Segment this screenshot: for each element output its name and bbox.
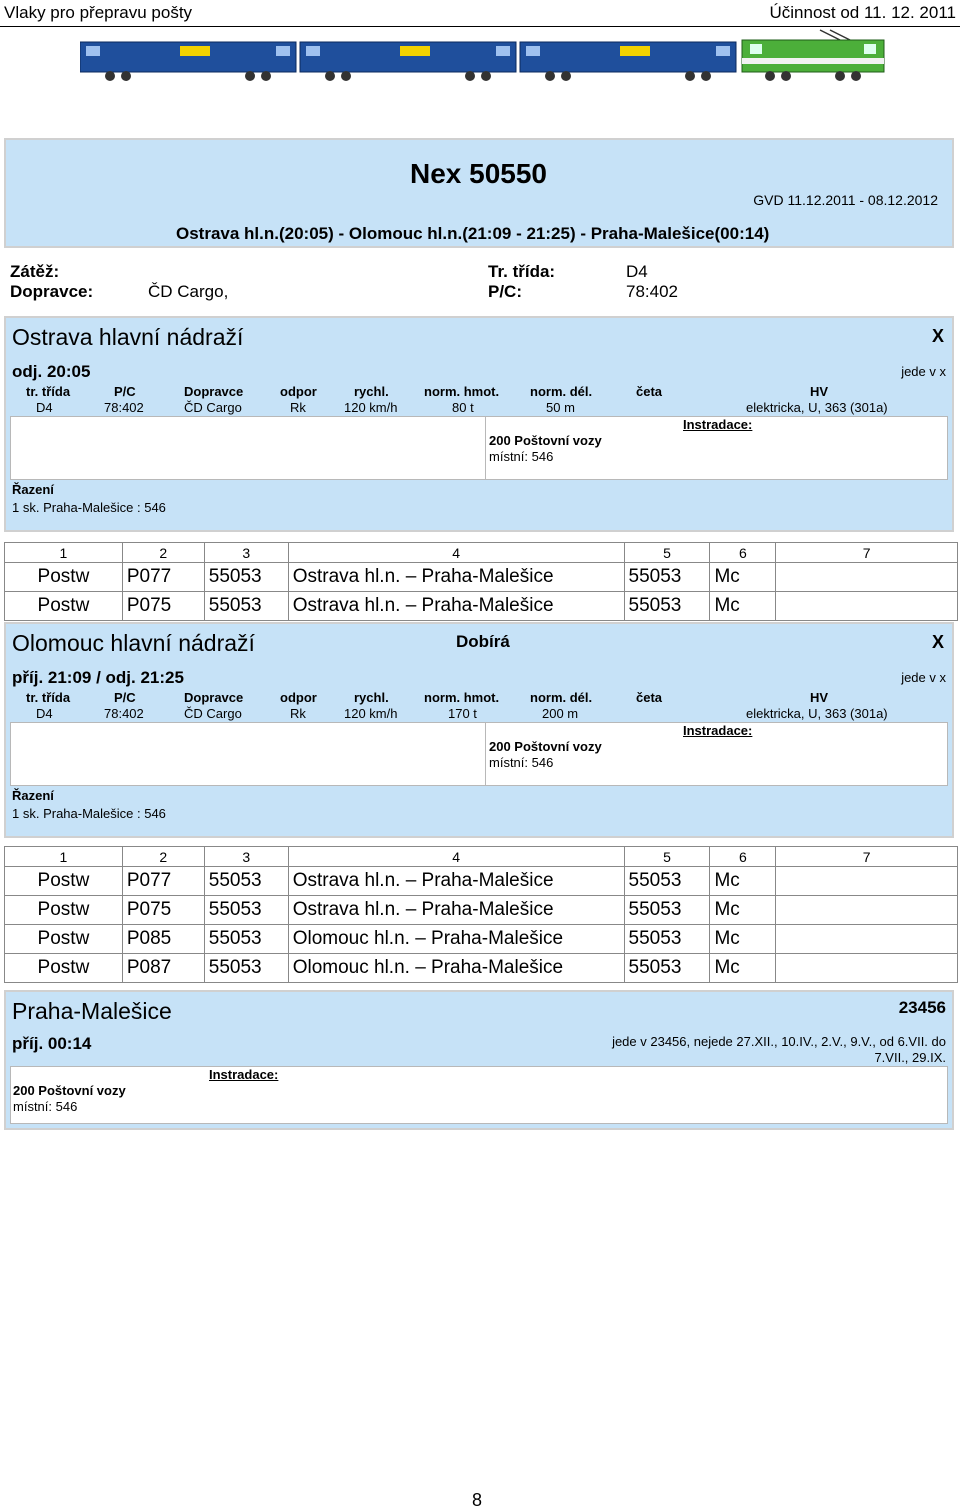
page-number: 8	[472, 1490, 483, 1510]
val-odpor: Rk	[290, 400, 306, 415]
cars-line2: místní: 546	[489, 449, 554, 464]
consist-box	[10, 1066, 948, 1124]
table-row	[5, 592, 958, 621]
station-panel-praha	[4, 990, 954, 1130]
class-label: Tr. třída:	[488, 262, 556, 281]
table-row	[5, 867, 958, 896]
car-kind: Mc	[710, 896, 776, 925]
instradace-label: Instradace:	[209, 1067, 279, 1082]
mail-car-3	[520, 42, 736, 81]
car-col-4: 4	[288, 543, 624, 563]
car-col-5: 5	[624, 847, 710, 867]
car-col-5: 5	[624, 543, 710, 563]
consist-divider	[485, 417, 486, 479]
car-relation: Ostrava hl.n. – Praha-Malešice	[288, 867, 624, 896]
car-note	[776, 563, 958, 592]
car-number: P085	[122, 925, 204, 954]
razeni-label: Řazení	[12, 482, 54, 497]
station-panel-olomouc	[4, 622, 954, 838]
col-hmot: norm. hmot.	[424, 384, 500, 399]
header-rule	[0, 26, 960, 27]
station-name: Olomouc hlavní nádraží	[12, 630, 255, 656]
val-hv: elektricka, U, 363 (301a)	[746, 706, 888, 721]
header-title: Vlaky pro přepravu pošty	[4, 3, 193, 22]
car-relation: Olomouc hl.n. – Praha-Malešice	[288, 925, 624, 954]
car-number: P087	[122, 954, 204, 983]
car-code: 55053	[204, 896, 288, 925]
col-hv: HV	[810, 384, 829, 399]
col-rychl: rychl.	[354, 690, 389, 705]
val-hv: elektricka, U, 363 (301a)	[746, 400, 888, 415]
train-name: Nex 50550	[410, 158, 548, 189]
cars-line2: místní: 546	[489, 755, 554, 770]
station-panel-ostrava	[4, 316, 954, 532]
val-odpor: Rk	[290, 706, 306, 721]
station-name: Praha-Malešice	[12, 998, 172, 1024]
col-ceta: četa	[636, 690, 663, 705]
station-code: 23456	[898, 998, 946, 1017]
car-code2: 55053	[624, 563, 710, 592]
val-del: 200 m	[542, 706, 579, 721]
mail-car-2	[300, 42, 516, 81]
car-kind: Mc	[710, 563, 776, 592]
col-trida: tr. třída	[26, 690, 71, 705]
car-col-7: 7	[776, 543, 958, 563]
car-code: 55053	[204, 563, 288, 592]
car-number: P077	[122, 563, 204, 592]
car-code2: 55053	[624, 867, 710, 896]
car-relation: Olomouc hl.n. – Praha-Malešice	[288, 954, 624, 983]
col-rychl: rychl.	[354, 384, 389, 399]
instradace-label: Instradace:	[683, 417, 753, 432]
val-rychl: 120 km/h	[344, 706, 398, 721]
car-number: P075	[122, 592, 204, 621]
car-code: 55053	[204, 954, 288, 983]
val-hmot: 80 t	[452, 400, 474, 415]
train-info-panel	[4, 138, 954, 248]
cars-line2: místní: 546	[13, 1099, 78, 1114]
station-time: odj. 20:05	[12, 362, 91, 381]
locomotive	[742, 30, 884, 81]
station-runs: jede v x	[901, 364, 946, 379]
val-hmot: 170 t	[448, 706, 477, 721]
col-hv: HV	[810, 690, 829, 705]
car-relation: Ostrava hl.n. – Praha-Malešice	[288, 592, 624, 621]
car-table-header	[5, 543, 958, 563]
station-time: příj. 21:09 / odj. 21:25	[12, 668, 184, 687]
table-row	[5, 954, 958, 983]
col-ceta: četa	[636, 384, 663, 399]
val-rychl: 120 km/h	[344, 400, 398, 415]
class-value: D4	[626, 262, 648, 281]
car-kind: Mc	[710, 867, 776, 896]
instradace-label: Instradace:	[683, 723, 753, 738]
station-runs: jede v x	[901, 670, 946, 685]
car-code2: 55053	[624, 592, 710, 621]
car-number: P077	[122, 867, 204, 896]
car-col-3: 3	[204, 543, 288, 563]
car-kind: Mc	[710, 925, 776, 954]
pc-label: P/C:	[488, 282, 522, 301]
timetable-validity: GVD 11.12.2011 - 08.12.2012	[753, 192, 938, 208]
val-dopravce: ČD Cargo	[184, 706, 242, 721]
station-note: Dobírá	[456, 632, 510, 651]
val-trida: D4	[36, 400, 53, 415]
car-code2: 55053	[624, 896, 710, 925]
car-relation: Ostrava hl.n. – Praha-Malešice	[288, 563, 624, 592]
car-type: Postw	[5, 592, 123, 621]
car-note	[776, 592, 958, 621]
header-effective-date: Účinnost od 11. 12. 2011	[769, 3, 956, 22]
station-name: Ostrava hlavní nádraží	[12, 324, 244, 350]
carrier-label: Dopravce:	[10, 282, 94, 301]
car-col-2: 2	[122, 847, 204, 867]
train-illustration	[80, 28, 888, 82]
col-pc: P/C	[114, 384, 136, 399]
car-col-3: 3	[204, 847, 288, 867]
car-table-header	[5, 847, 958, 867]
table-row	[5, 896, 958, 925]
car-col-6: 6	[710, 543, 776, 563]
station-runs-line2: 7.VII., 29.IX.	[874, 1050, 946, 1065]
car-kind: Mc	[710, 592, 776, 621]
razeni-value: 1 sk. Praha-Malešice : 546	[12, 806, 166, 821]
val-pc: 78:402	[104, 706, 144, 721]
razeni-label: Řazení	[12, 788, 54, 803]
train-route: Ostrava hl.n.(20:05) - Olomouc hl.n.(21:09 - 21:25) - Praha-Malešice(00:14)	[176, 224, 770, 243]
page-header	[0, 0, 960, 28]
col-del: norm. dél.	[530, 384, 593, 399]
col-trida: tr. třída	[26, 384, 71, 399]
cars-line1: 200 Poštovní vozy	[489, 433, 602, 448]
car-col-6: 6	[710, 847, 776, 867]
car-table-ostrava	[4, 542, 958, 621]
cars-line1: 200 Poštovní vozy	[13, 1083, 126, 1098]
col-dopravce: Dopravce	[184, 690, 244, 705]
mail-car-1	[80, 42, 296, 81]
car-col-1: 1	[5, 847, 123, 867]
col-odpor: odpor	[280, 384, 317, 399]
car-col-7: 7	[776, 847, 958, 867]
car-relation: Ostrava hl.n. – Praha-Malešice	[288, 896, 624, 925]
load-label: Zátěž:	[10, 262, 60, 281]
car-type: Postw	[5, 954, 123, 983]
car-code: 55053	[204, 925, 288, 954]
table-row	[5, 925, 958, 954]
car-kind: Mc	[710, 954, 776, 983]
consist-divider	[485, 723, 486, 785]
car-number: P075	[122, 896, 204, 925]
carrier-value: ČD Cargo,	[148, 282, 229, 301]
station-time: příj. 00:14	[12, 1034, 92, 1053]
car-code2: 55053	[624, 954, 710, 983]
col-odpor: odpor	[280, 690, 317, 705]
car-type: Postw	[5, 925, 123, 954]
car-note	[776, 954, 958, 983]
val-trida: D4	[36, 706, 53, 721]
station-runs-line1: jede v 23456, nejede 27.XII., 10.IV., 2.V., 9.V., od 6.VII. do	[612, 1034, 946, 1049]
col-hmot: norm. hmot.	[424, 690, 500, 705]
station-mark: X	[931, 326, 944, 346]
car-note	[776, 925, 958, 954]
car-col-4: 4	[288, 847, 624, 867]
consist-box	[10, 722, 948, 786]
col-dopravce: Dopravce	[184, 384, 244, 399]
car-type: Postw	[5, 867, 123, 896]
val-del: 50 m	[546, 400, 575, 415]
car-code2: 55053	[624, 925, 710, 954]
col-del: norm. dél.	[530, 690, 593, 705]
car-note	[776, 867, 958, 896]
car-col-2: 2	[122, 543, 204, 563]
car-code: 55053	[204, 867, 288, 896]
consist-box	[10, 416, 948, 480]
car-code: 55053	[204, 592, 288, 621]
col-pc: P/C	[114, 690, 136, 705]
cars-line1: 200 Poštovní vozy	[489, 739, 602, 754]
car-note	[776, 896, 958, 925]
table-row	[5, 563, 958, 592]
pc-value: 78:402	[626, 282, 678, 301]
val-dopravce: ČD Cargo	[184, 400, 242, 415]
car-type: Postw	[5, 563, 123, 592]
val-pc: 78:402	[104, 400, 144, 415]
car-col-1: 1	[5, 543, 123, 563]
station-mark: X	[931, 632, 944, 652]
car-table-olomouc	[4, 846, 958, 983]
car-type: Postw	[5, 896, 123, 925]
razeni-value: 1 sk. Praha-Malešice : 546	[12, 500, 166, 515]
